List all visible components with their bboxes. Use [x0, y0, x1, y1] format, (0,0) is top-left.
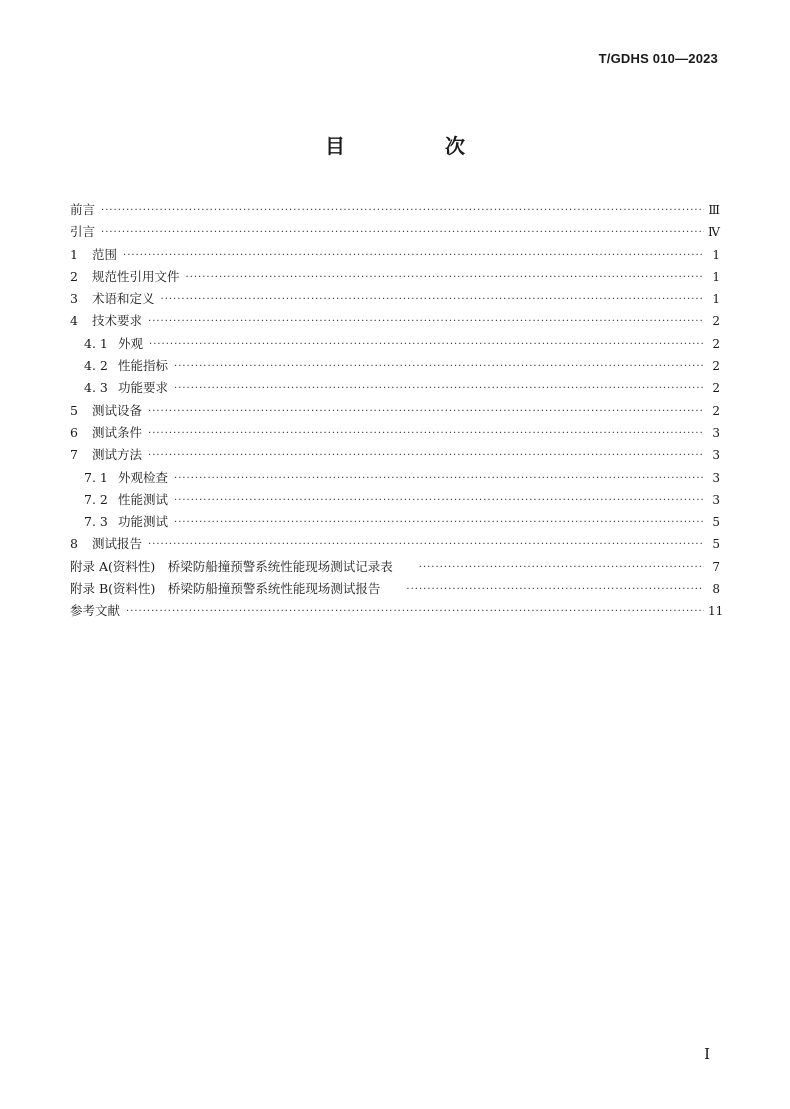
toc-dot-leader	[148, 534, 704, 556]
toc-entry-title: 性能指标	[118, 358, 169, 374]
toc-entry[interactable]	[70, 489, 720, 511]
toc-entry[interactable]	[70, 333, 720, 355]
toc-entry-page: 2	[712, 381, 720, 396]
toc-entry-number: 7. 3	[84, 514, 108, 530]
toc-dot-leader	[186, 267, 704, 289]
toc-entry-number: 5	[70, 402, 78, 418]
toc-entry-number: 7	[70, 447, 78, 463]
toc-dot-leader	[148, 401, 704, 423]
toc-entry-number: 7. 1	[84, 469, 108, 485]
toc-entry-page: 2	[712, 359, 720, 374]
toc-dot-leader	[174, 490, 704, 512]
toc-entry[interactable]	[70, 400, 720, 422]
toc-dot-leader	[123, 245, 704, 267]
page-title: 目 次	[325, 134, 505, 158]
toc-entry-page: 1	[712, 292, 720, 307]
page-number: Ⅰ	[704, 1045, 710, 1063]
toc-entry-page: 7	[712, 559, 720, 574]
toc-entry-title: 术语和定义	[92, 291, 155, 307]
toc-entry-page: 3	[712, 492, 720, 507]
toc-entry[interactable]	[70, 199, 720, 221]
toc-entry-page: 1	[712, 247, 720, 262]
toc-entry-page: 3	[712, 470, 720, 485]
toc-entry[interactable]	[70, 355, 720, 377]
toc-entry-page: Ⅲ	[708, 203, 720, 217]
toc-entry[interactable]	[70, 444, 720, 466]
toc-entry-title: 参考文献	[70, 603, 121, 619]
toc-entry-title: 前言	[70, 202, 96, 217]
toc-entry-page: 11	[708, 604, 724, 619]
toc-entry-title: 附录 B(资料性) 桥梁防船撞预警系统性能现场测试报告	[70, 581, 381, 597]
toc-entry-page: 2	[712, 314, 720, 329]
toc-entry-page: 8	[712, 582, 720, 597]
table-of-contents	[70, 199, 724, 623]
toc-dot-leader	[148, 423, 704, 445]
toc-dot-leader	[149, 334, 704, 356]
toc-dot-leader	[101, 222, 704, 244]
toc-entry-page: 5	[712, 537, 720, 552]
toc-entry[interactable]	[70, 288, 720, 310]
toc-entry-title: 测试设备	[92, 402, 143, 418]
toc-entry-page: 5	[712, 515, 720, 530]
toc-entry-number: 8	[70, 536, 78, 552]
toc-entry[interactable]	[70, 600, 724, 622]
toc-entry-number: 4. 2	[84, 358, 108, 374]
toc-entry[interactable]	[70, 511, 720, 533]
toc-entry-page: 2	[712, 336, 720, 351]
toc-entry[interactable]	[70, 556, 720, 578]
toc-dot-leader	[148, 445, 704, 467]
toc-entry-page: 1	[712, 269, 720, 284]
toc-entry-title: 技术要求	[92, 313, 143, 329]
toc-entry-title: 功能测试	[118, 514, 169, 530]
document-code: T/GDHS 010—2023	[598, 51, 718, 66]
toc-entry-number: 4. 1	[84, 335, 108, 351]
toc-entry-title: 测试方法	[92, 447, 143, 463]
toc-entry-title: 外观	[118, 335, 144, 351]
toc-entry-number: 1	[70, 246, 78, 262]
toc-entry-number: 6	[70, 424, 78, 440]
toc-entry[interactable]	[70, 533, 720, 555]
toc-entry[interactable]	[70, 467, 720, 489]
toc-entry-page: 2	[712, 403, 720, 418]
toc-entry-number: 3	[70, 291, 78, 307]
toc-dot-leader	[419, 557, 704, 579]
toc-entry-title: 范围	[92, 246, 118, 262]
toc-dot-leader	[101, 200, 704, 222]
toc-dot-leader	[174, 378, 704, 400]
toc-entry[interactable]	[70, 266, 720, 288]
toc-entry-number: 7. 2	[84, 491, 108, 507]
toc-entry-title: 功能要求	[118, 380, 169, 396]
toc-entry-title: 附录 A(资料性) 桥梁防船撞预警系统性能现场测试记录表	[70, 558, 393, 574]
toc-entry[interactable]	[70, 377, 720, 399]
toc-entry[interactable]	[70, 221, 720, 243]
toc-entry-title: 测试条件	[92, 424, 143, 440]
toc-entry-number: 4	[70, 313, 78, 329]
toc-entry-page: 3	[712, 425, 720, 440]
toc-entry-page: Ⅳ	[708, 225, 720, 240]
toc-entry[interactable]	[70, 578, 720, 600]
toc-entry-page: 3	[712, 448, 720, 463]
toc-dot-leader	[174, 356, 704, 378]
toc-entry-title: 外观检查	[118, 469, 169, 485]
toc-dot-leader	[148, 311, 704, 333]
toc-dot-leader	[406, 579, 704, 601]
toc-entry-title: 规范性引用文件	[92, 268, 180, 284]
toc-entry-title: 性能测试	[118, 491, 169, 507]
toc-entry-number: 4. 3	[84, 380, 108, 396]
toc-entry[interactable]	[70, 244, 720, 266]
toc-dot-leader	[126, 601, 704, 623]
toc-dot-leader	[161, 289, 704, 311]
toc-entry-title: 测试报告	[92, 536, 143, 552]
toc-dot-leader	[174, 468, 704, 490]
toc-dot-leader	[174, 512, 704, 534]
toc-entry-title: 引言	[70, 224, 96, 240]
toc-entry[interactable]	[70, 310, 720, 332]
toc-entry-number: 2	[70, 268, 78, 284]
toc-entry[interactable]	[70, 422, 720, 444]
